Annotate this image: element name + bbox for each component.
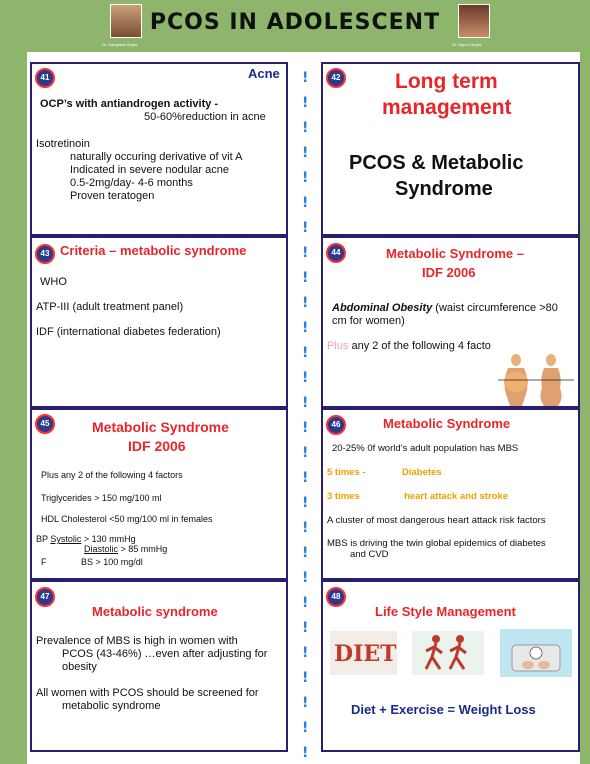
slide-line-rest: any 2 of the following 4 facto <box>348 340 491 352</box>
slide-line: F <box>41 557 47 567</box>
slide-line: HDL Cholesterol <50 mg/100 ml in females <box>41 514 213 524</box>
slide-line: Proven teratogen <box>70 190 155 202</box>
slide-line: metabolic syndrome <box>62 700 161 712</box>
slide-line-underlined: Systolic <box>50 534 82 544</box>
divider-exclamation-icon: ! <box>302 620 309 636</box>
body-shape-illustration <box>496 352 576 406</box>
slide-42 <box>321 62 580 236</box>
divider-exclamation-icon: ! <box>302 170 309 186</box>
divider-exclamation-icon: ! <box>302 70 309 86</box>
slide-48 <box>321 580 580 752</box>
slide-line-label: 3 times <box>327 491 360 502</box>
slide-line: OCP’s with antiandrogen activity - <box>40 98 219 110</box>
divider-exclamation-icon: ! <box>302 120 309 136</box>
left-green-band <box>0 0 27 764</box>
slide-title: Metabolic syndrome <box>92 604 218 619</box>
scale-feet-image <box>500 629 572 677</box>
slide-line: naturally occuring derivative of vit A <box>70 151 243 163</box>
divider-exclamation-icon: ! <box>302 395 309 411</box>
author-caption-left: Dr. Sangeeta Gupta <box>102 42 138 47</box>
slide-title: Metabolic Syndrome <box>383 416 511 431</box>
slide-title-line2: IDF 2006 <box>422 265 476 280</box>
slide-line-underlined: Diastolic <box>84 544 119 554</box>
divider-exclamation-icon: ! <box>302 270 309 286</box>
slide-title: Acne <box>248 66 280 81</box>
slide-line: and CVD <box>350 549 389 560</box>
slide-number-badge: 47 <box>35 587 55 607</box>
slide-41 <box>30 62 288 236</box>
slide-number-badge: 41 <box>35 68 55 88</box>
divider-exclamation-icon: ! <box>302 370 309 386</box>
slide-emphasis: Plus <box>327 340 349 352</box>
slide-line: ATP-III (adult treatment panel) <box>36 301 184 313</box>
divider-exclamation-icon: ! <box>302 245 309 261</box>
slide-line-part: > 130 mmHg <box>81 534 136 544</box>
author-photo-right <box>458 4 490 38</box>
slide-subtitle-line2: Syndrome <box>395 178 493 200</box>
slide-line: WHO <box>40 276 67 288</box>
slide-line: Indicated in severe nodular acne <box>70 164 229 176</box>
slide-line-part: BP <box>36 534 51 544</box>
divider-exclamation-icon: ! <box>302 220 309 236</box>
slide-number-badge: 43 <box>35 244 55 264</box>
slide-line-part: 43-46%) …even after adjusting for <box>99 648 268 660</box>
divider-exclamation-icon: ! <box>302 520 309 536</box>
slide-line: cm for women) <box>332 315 405 327</box>
slide-number-badge: 48 <box>326 587 346 607</box>
divider-exclamation-icon: ! <box>302 495 309 511</box>
divider-exclamation-icon: ! <box>302 670 309 686</box>
divider-exclamation-icon: ! <box>302 320 309 336</box>
slide-line: 0.5-2mg/day- 4-6 months <box>70 177 193 189</box>
divider-exclamation-icon: ! <box>302 545 309 561</box>
divider-exclamation-icon: ! <box>302 745 309 761</box>
slide-title: Life Style Management <box>375 604 516 619</box>
slide-line <box>36 534 136 544</box>
divider-exclamation-icon: ! <box>302 195 309 211</box>
slide-emphasis: Abdominal Obesity <box>332 302 433 314</box>
divider-exclamation-icon: ! <box>302 570 309 586</box>
divider-exclamation-icon: ! <box>302 295 309 311</box>
divider-exclamation-icon: ! <box>302 595 309 611</box>
slide-47 <box>30 580 288 752</box>
slide-line: 20-25% 0f world’s adult population has MBS <box>332 443 519 454</box>
author-caption-right: Dr. Nupur Gupta <box>452 42 482 47</box>
slide-line-part: PCOS ( <box>62 648 100 660</box>
slide-line: Isotretinoin <box>36 138 90 150</box>
slide-line: 50-60%reduction in acne <box>144 111 266 123</box>
slide-line <box>62 648 267 660</box>
divider-exclamation-icon: ! <box>302 345 309 361</box>
divider-exclamation-icon: ! <box>302 720 309 736</box>
slide-45 <box>30 408 288 580</box>
slide-title-line2: IDF 2006 <box>128 438 186 454</box>
slide-line: Triglycerides > 150 mg/100 ml <box>41 493 162 503</box>
slide-line-label: 5 times - <box>327 467 366 478</box>
slide-line: A cluster of most dangerous heart attack risk factors <box>327 515 546 526</box>
divider-exclamation-icon: ! <box>302 145 309 161</box>
slide-line: All women with PCOS should be screened for <box>36 687 259 699</box>
right-green-band <box>580 0 590 764</box>
slide-line: obesity <box>62 661 97 673</box>
slide-line-value: Diabetes <box>402 467 442 478</box>
running-people-image <box>412 631 484 675</box>
divider-exclamation-icon: ! <box>302 470 309 486</box>
page-title: PCOS IN ADOLESCENT <box>149 10 441 35</box>
slide-line-rest: (waist circumference >80 <box>432 302 558 314</box>
slide-title-line1: Long term <box>395 70 498 93</box>
slide-line: BS > 100 mg/dl <box>81 557 143 567</box>
slide-subtitle-line1: PCOS & Metabolic <box>349 152 524 174</box>
slide-line: Plus any 2 of the following 4 factors <box>41 470 183 480</box>
divider-exclamation-icon: ! <box>302 695 309 711</box>
divider-exclamation-icon: ! <box>302 420 309 436</box>
slide-44 <box>321 236 580 408</box>
slide-number-badge: 45 <box>35 414 55 434</box>
slide-line-value: heart attack and stroke <box>404 491 509 502</box>
slide-line <box>332 302 558 314</box>
slide-number-badge: 44 <box>326 243 346 263</box>
slide-number-badge: 46 <box>326 415 346 435</box>
slide-line-part: > 85 mmHg <box>118 544 168 554</box>
slide-line: Prevalence of MBS is high in women with <box>36 635 238 647</box>
slide-43 <box>30 236 288 408</box>
divider-exclamation-icon: ! <box>302 445 309 461</box>
slide-title-line1: Metabolic Syndrome <box>92 419 229 435</box>
divider-exclamation-icon: ! <box>302 95 309 111</box>
slide-line <box>84 544 167 554</box>
slide-line <box>327 340 491 352</box>
divider-exclamation-icon: ! <box>302 645 309 661</box>
slide-title-line1: Metabolic Syndrome – <box>386 246 524 261</box>
slide-title: Criteria – metabolic syndrome <box>60 243 247 258</box>
diet-image-word: DIET <box>334 641 397 667</box>
slide-line: IDF (international diabetes federation) <box>36 326 221 338</box>
slide-summary: Diet + Exercise = Weight Loss <box>351 702 536 717</box>
slide-number-badge: 42 <box>326 68 346 88</box>
slide-line: MBS is driving the twin global epidemics of diabetes <box>327 538 546 549</box>
diet-image <box>330 631 397 675</box>
slide-title-line2: management <box>382 96 512 119</box>
slide-46 <box>321 408 580 580</box>
